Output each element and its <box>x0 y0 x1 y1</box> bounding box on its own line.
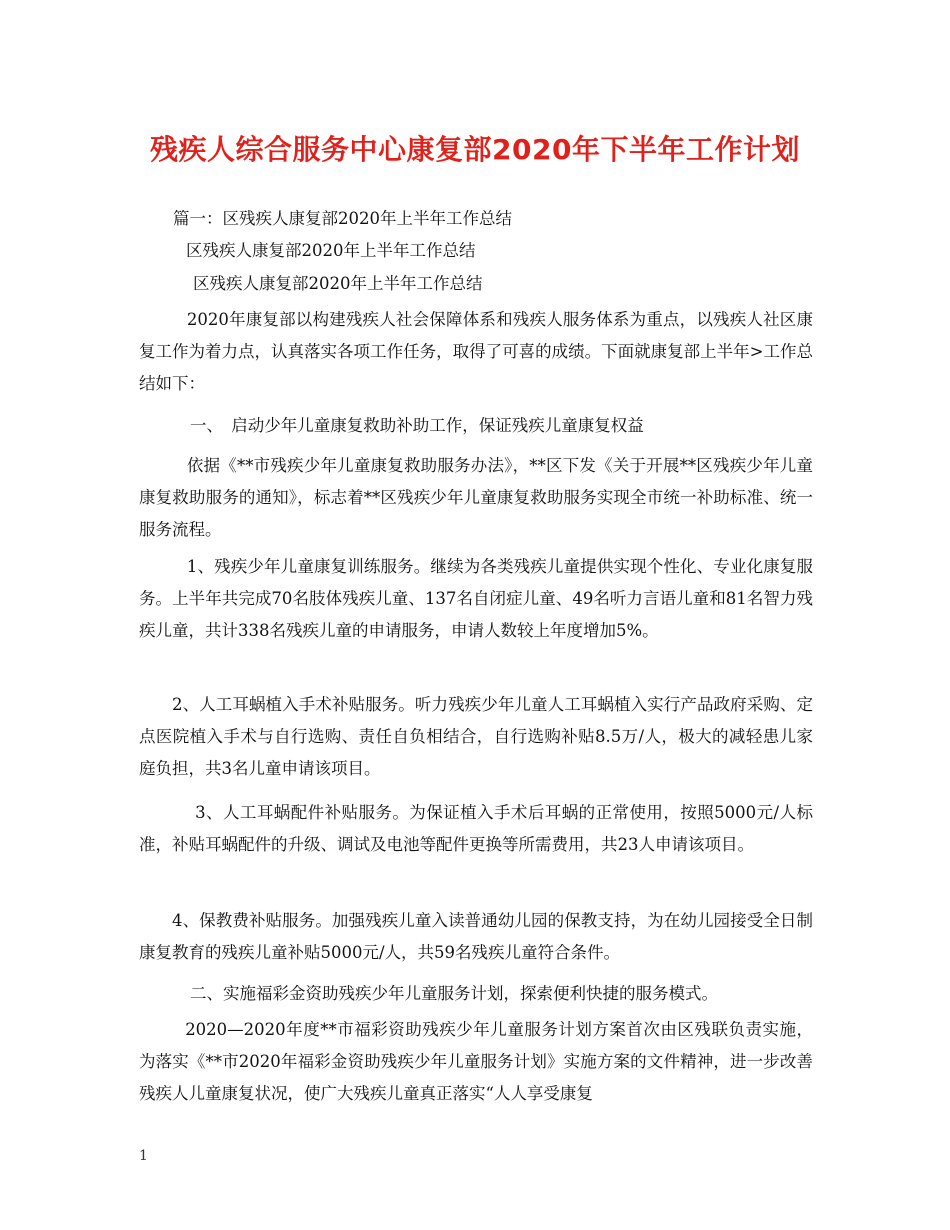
paragraph-item-3: 3、人工耳蜗配件补贴服务。为保证植入手术后耳蜗的正常使用，按照5000元/人标准，补贴耳蜗配件的升级、调试及电池等配件更换等所需费用，共23人申请该项目。 <box>139 803 813 855</box>
subtitle-line-repeat: 区残疾人康复部2020年上半年工作总结 <box>193 274 483 293</box>
section-heading-two: 二、实施福彩金资助残疾少年儿童服务计划，探索便利快捷的服务模式。 <box>190 984 718 1003</box>
document-title: 残疾人综合服务中心康复部2020年下半年工作计划 <box>150 133 800 166</box>
paragraph-item-2: 2、人工耳蜗植入手术补贴服务。听力残疾少年儿童人工耳蜗植入实行产品政府采购、定点医院植入手术与自行选购、责任自负相结合，自行选购补贴8.5万/人，极大的减轻患儿家庭负担，共3名儿童申请该项目。 <box>139 695 813 779</box>
paragraph-policy: 依据《**市残疾少年儿童康复救助服务办法》，**区下发《关于开展**区残疾少年儿童康复救助服务的通知》，标志着**区残疾少年儿童康复救助服务实现全市统一补助标准、统一服务流程。 <box>139 456 813 540</box>
intro-paragraph: 2020年康复部以构建残疾人社会保障体系和残疾人服务体系为重点，以残疾人社区康复工作为着力点，认真落实各项工作任务，取得了可喜的成绩。下面就康复部上半年>工作总结如下： <box>139 310 813 394</box>
subtitle-line: 区残疾人康复部2020年上半年工作总结 <box>186 241 476 260</box>
paragraph-item-4: 4、保教费补贴服务。加强残疾儿童入读普通幼儿园的保教支持，为在幼儿园接受全日制康复教育的残疾儿童补贴5000元/人，共59名残疾儿童符合条件。 <box>139 911 813 963</box>
section-heading-article-one: 篇一：区残疾人康复部2020年上半年工作总结 <box>173 209 512 228</box>
paragraph-welfare-plan: 2020—2020年度**市福彩资助残疾少年儿童服务计划方案首次由区残联负责实施，为落实《**市2020年福彩金资助残疾少年儿童服务计划》实施方案的文件精神，进一步改善残疾人儿童康复状况，使广大残疾儿童真正落实“人人享受康复 <box>139 1020 813 1104</box>
page-number: 1 <box>139 1148 148 1164</box>
paragraph-item-1: 1、残疾少年儿童康复训练服务。继续为各类残疾儿童提供实现个性化、专业化康复服务。上半年共完成70名肢体残疾儿童、137名自闭症儿童、49名听力言语儿童和81名智力残疾儿童，共计338名残疾儿童的申请服务，申请人数较上年度增加5%。 <box>139 557 813 641</box>
section-heading-one: 一、 启动少年儿童康复救助补助工作，保证残疾儿童康复权益 <box>190 416 644 435</box>
